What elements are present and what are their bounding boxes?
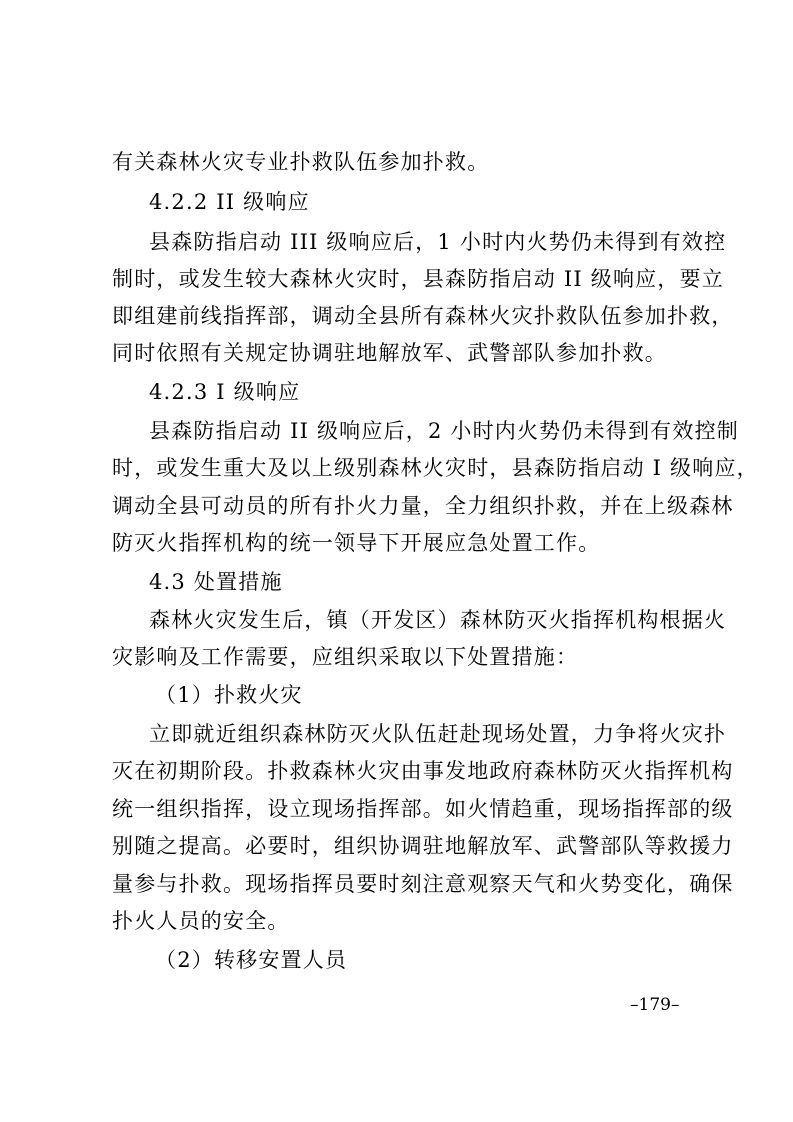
section-heading-4-2-3: 4.2.3 I 级响应 — [149, 380, 301, 404]
paragraph-line: 灾影响及工作需要，应组织采取以下处置措施： — [112, 645, 579, 669]
paragraph-line: 县森防指启动 II 级响应后，2 小时内火势仍未得到有效控制 — [149, 419, 739, 443]
paragraph-line: 灭在初期阶段。扑救森林火灾由事发地政府森林防灭火指挥机构 — [112, 759, 734, 783]
paragraph-line: 扑火人员的安全。 — [112, 909, 290, 933]
section-heading-4-3: 4.3 处置措施 — [149, 570, 283, 594]
section-heading-4-2-2: 4.2.2 II 级响应 — [149, 190, 310, 214]
paragraph-line: 制时，或发生较大森林火灾时，县森防指启动 II 级响应，要立 — [112, 267, 724, 291]
paragraph-line: 即组建前线指挥部，调动全县所有森林火灾扑救队伍参加扑救， — [112, 304, 734, 328]
paragraph-line: 立即就近组织森林防灭火队伍赶赴现场处置，力争将火灾扑 — [149, 722, 727, 746]
paragraph-line: 别随之提高。必要时，组织协调驻地解放军、武警部队等救援力 — [112, 834, 734, 858]
paragraph-line: 统一组织指挥，设立现场指挥部。如火情趋重，现场指挥部的级 — [112, 797, 734, 821]
paragraph-line: 同时依照有关规定协调驻地解放军、武警部队参加扑救。 — [112, 341, 667, 365]
subheading-1: （1）扑救火灾 — [155, 683, 303, 707]
paragraph-line: 防灭火指挥机构的统一领导下开展应急处置工作。 — [112, 531, 601, 555]
paragraph-line: 时，或发生重大及以上级别森林火灾时，县森防指启动 I 级响应， — [112, 456, 759, 480]
paragraph-line: 量参与扑救。现场指挥员要时刻注意观察天气和火势变化，确保 — [112, 872, 734, 896]
paragraph-line: 县森防指启动 III 级响应后，1 小时内火势仍未得到有效控 — [149, 230, 727, 254]
paragraph-line: 有关森林火灾专业扑救队伍参加扑救。 — [112, 150, 490, 174]
subheading-2: （2）转移安置人员 — [155, 948, 348, 972]
paragraph-line: 森林火灾发生后，镇（开发区）森林防灭火指挥机构根据火 — [149, 608, 727, 632]
paragraph-line: 调动全县可动员的所有扑火力量，全力组织扑救，并在上级森林 — [112, 494, 734, 518]
page-number: –179– — [630, 995, 680, 1015]
